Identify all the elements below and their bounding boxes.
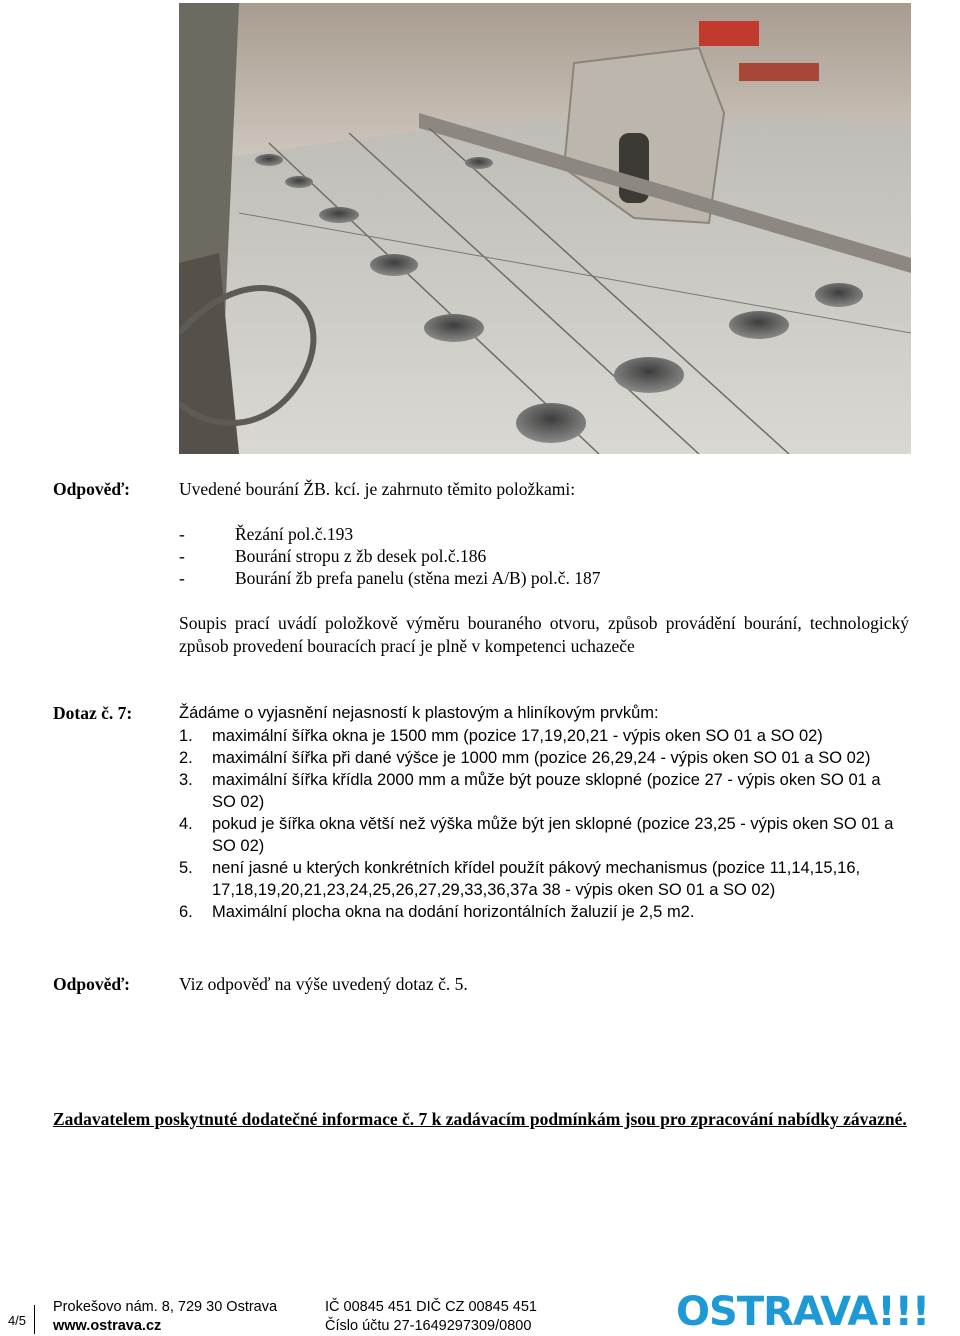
list-item (179, 725, 899, 747)
question-item-list (179, 725, 899, 923)
list-item: - Řezání pol.č.193 (179, 523, 909, 545)
answer-label: Odpověď: (53, 479, 131, 499)
list-item (179, 747, 899, 769)
ostrava-logo: OSTRAVA!!! (676, 1289, 930, 1335)
list-item (179, 769, 899, 813)
item-number: 6. (179, 903, 193, 921)
list-item: - Bourání stropu z žb desek pol.č.186 (179, 545, 909, 567)
question-label: Dotaz č. 7: (53, 703, 133, 723)
page-number: 4/5 (7, 1313, 27, 1328)
page-divider (34, 1305, 35, 1334)
footer-ic: IČ 00845 451 DIČ CZ 00845 451 (325, 1299, 537, 1315)
answer-intro: Uvedené bourání ŽB. kcí. je zahrnuto těmito položkami: (179, 479, 576, 499)
site-photo (179, 3, 911, 454)
list-item (179, 857, 899, 901)
item-text: pokud je šířka okna větší než výška může být jen sklopné (pozice 23,25 - výpis oken SO 01 a SO 02) (212, 815, 894, 855)
item-number: 2. (179, 749, 193, 767)
item-text: maximální šířka křídla 2000 mm a může být pouze sklopné (pozice 27 - výpis oken SO 01 a SO 02) (212, 771, 881, 811)
closing-statement: Zadavatelem poskytnuté dodatečné informace č. 7 k zadávacím podmínkám jsou pro zpracování nabídky závazné. (53, 1109, 907, 1129)
item-number: 4. (179, 815, 193, 833)
question-intro: Žádáme o vyjasnění nejasností k plastovým a hliníkovým prvkům: (179, 704, 659, 722)
answer-text: Viz odpověď na výše uvedený dotaz č. 5. (179, 974, 468, 994)
list-item (179, 901, 899, 923)
answer-label: Odpověď: (53, 974, 131, 994)
item-number: 1. (179, 727, 193, 745)
item-text: Maximální plocha okna na dodání horizontálních žaluzií je 2,5 m2. (212, 903, 695, 921)
list-item: - Bourání žb prefa panelu (stěna mezi A/B) pol.č. 187 (179, 567, 909, 589)
item-text: maximální šířka při dané výšce je 1000 mm (pozice 26,29,24 - výpis oken SO 01 a SO 02) (212, 749, 871, 767)
item-number: 5. (179, 859, 193, 877)
footer-web-link[interactable]: www.ostrava.cz (53, 1318, 162, 1334)
answer-item-list (179, 523, 909, 589)
answer-paragraph: Soupis prací uvádí položkově výměru bouraného otvoru, způsob provádění bourání, technologický způsob provedení bouracích prací je plně v kompetenci uchazeče (179, 613, 909, 656)
footer-address: Prokešovo nám. 8, 729 30 Ostrava (53, 1299, 278, 1315)
item-text: není jasné u kterých konkrétních křídel použít pákový mechanismus (pozice 11,14,15,16, 17,18,19,20,21,23,24,25,26,27,29,33,36,37a 38 - výpis oken SO 01 a SO 02) (212, 859, 861, 899)
footer-account: Číslo účtu 27-1649297309/0800 (325, 1318, 532, 1334)
list-item (179, 813, 899, 857)
footer-middle (325, 1298, 537, 1336)
item-number: 3. (179, 771, 193, 789)
footer-left (53, 1298, 277, 1336)
item-text: maximální šířka okna je 1500 mm (pozice 17,19,20,21 - výpis oken SO 01 a SO 02) (212, 727, 823, 745)
